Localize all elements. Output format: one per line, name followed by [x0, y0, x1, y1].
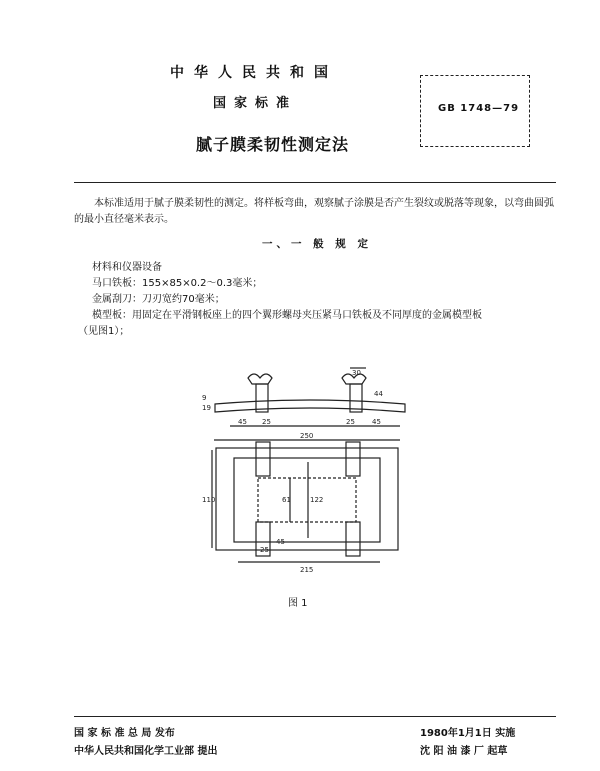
item-see-figure: （见图1）； [78, 326, 130, 337]
dim-45-bottom: 45 [276, 538, 285, 546]
page-title: 腻子膜柔韧性测定法 [196, 135, 350, 154]
footer-proposer: 中华人民共和国化学工业部 提出 [74, 746, 218, 757]
dim-25-left: 25 [262, 418, 271, 426]
bolt-right [350, 384, 362, 412]
item-scraper: 金属刮刀：刀刃宽约70毫米； [92, 294, 225, 305]
dim-25-bottom: 25 [260, 546, 269, 554]
intro-paragraph: 本标准适用于腻子膜柔韧性的测定。将样板弯曲，观察腻子涂膜是否产生裂纹或脱落等现象，以弯曲圆弧的最小直径毫米表示。 [74, 198, 554, 225]
dim-45-right: 45 [372, 418, 381, 426]
dim-61: 61 [282, 496, 291, 504]
footer-date: 1980年1月1日 实施 [420, 728, 516, 739]
dim-25-right: 25 [346, 418, 355, 426]
figure-1-drawing [200, 366, 420, 586]
dim-215: 215 [300, 566, 314, 574]
header-rule [74, 182, 556, 183]
header-country: 中华人民共和国 [170, 65, 338, 81]
figure-caption: 图 1 [288, 598, 308, 609]
dim-110: 110 [202, 496, 216, 504]
section-heading: 一、一 般 规 定 [262, 238, 372, 250]
dim-9: 9 [202, 394, 207, 402]
bolt-left [256, 384, 268, 412]
footer-drafter: 沈 阳 油 漆 厂 起草 [420, 746, 508, 757]
dim-122: 122 [310, 496, 324, 504]
header-standard-type: 国家标准 [213, 96, 298, 111]
plan-outer-plate [216, 448, 398, 550]
dim-250: 250 [300, 432, 314, 440]
dim-44: 44 [374, 390, 383, 398]
dim-30: 30 [352, 369, 361, 377]
item-mould: 模型板：用固定在平滑钢板座上的四个翼形螺母夹压紧马口铁板及不同厚度的金属模型板 [92, 310, 482, 321]
item-tinplate: 马口铁板：155×85×0.2～0.3毫米； [92, 278, 263, 289]
elevation-plate [215, 400, 405, 412]
standard-number: GB 1748—79 [438, 103, 520, 114]
dim-19: 19 [202, 404, 211, 412]
wing-nut-left [248, 374, 272, 384]
item-materials: 材料和仪器设备 [92, 262, 162, 273]
dim-45-left: 45 [238, 418, 247, 426]
footer-rule [74, 716, 556, 717]
plan-inner-plate [258, 478, 356, 522]
footer-issuer: 国 家 标 准 总 局 发布 [74, 728, 175, 739]
